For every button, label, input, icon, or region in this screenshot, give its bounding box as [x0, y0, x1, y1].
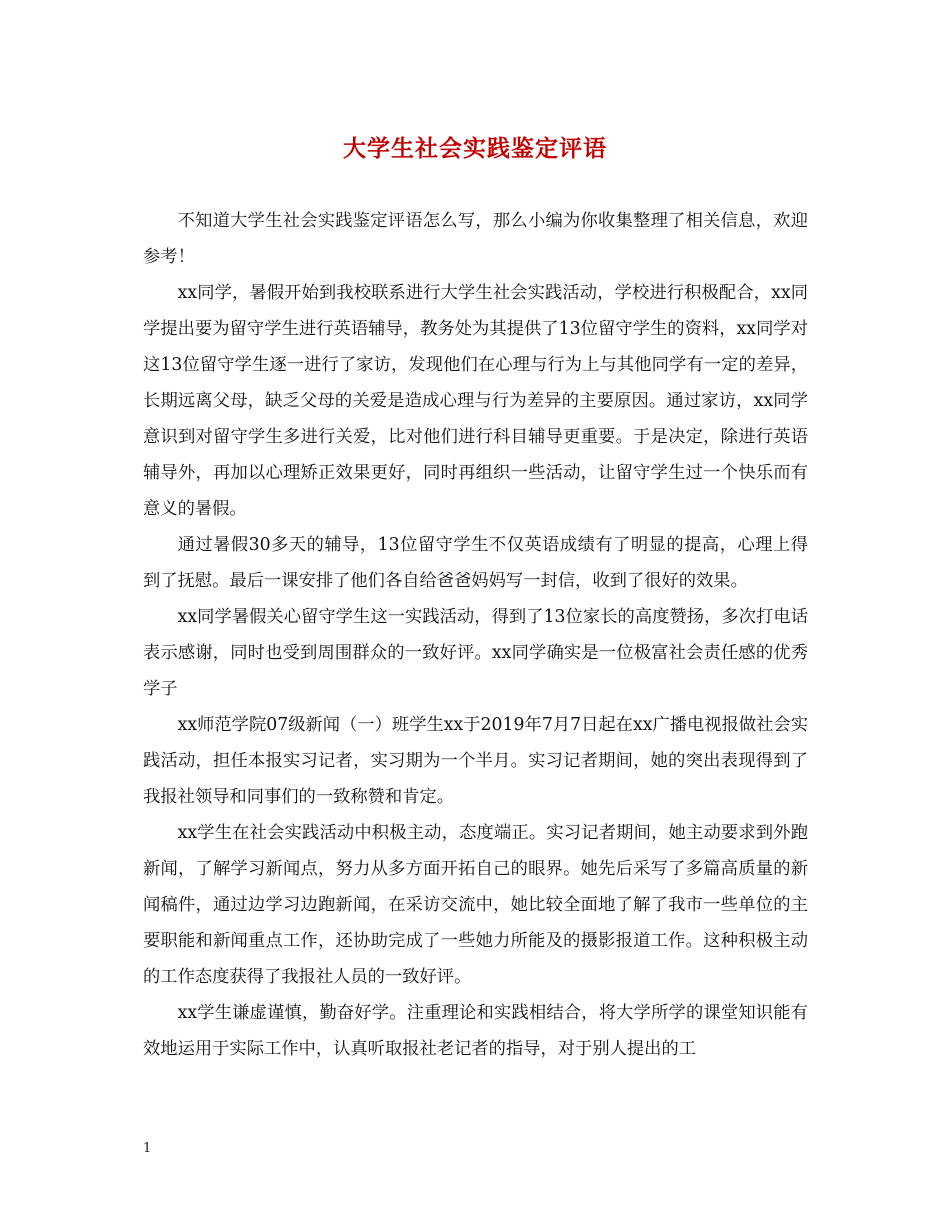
paragraph-internship-attitude: xx学生在社会实践活动中积极主动，态度端正。实习记者期间，她主动要求到外跑新闻，了解学习新闻点，努力从多方面开拓自己的眼界。她先后采写了多篇高质量的新闻稿件，通过边学习边跑新闻，在采访交流中，她比较全面地了解了我市一些单位的主要职能和新闻重点工作，还协助完成了一些她力所能及的摄影报道工作。这种积极主动的工作态度获得了我报社人员的一致好评。	[143, 823, 808, 987]
document-title: 大学生社会实践鉴定评语	[343, 135, 607, 162]
paragraph-praise: xx同学暑假关心留守学生这一实践活动，得到了13位家长的高度赞扬，多次打电话表示感谢，同时也受到周围群众的一致好评。xx同学确实是一位极富社会责任感的优秀学子	[143, 607, 808, 699]
paragraph-intro: 不知道大学生社会实践鉴定评语怎么写，那么小编为你收集整理了相关信息，欢迎参考！	[143, 211, 808, 267]
paragraph-tutoring-results: 通过暑假30多天的辅导，13位留守学生不仅英语成绩有了明显的提高，心理上得到了抚慰。最后一课安排了他们各自给爸爸妈妈写一封信，收到了很好的效果。	[143, 535, 808, 591]
paragraph-internship-intro: xx师范学院07级新闻（一）班学生xx于2019年7月7日起在xx广播电视报做社会实践活动，担任本报实习记者，实习期为一个半月。实习记者期间，她的突出表现得到了我报社领导和同事们的一致称赞和肯定。	[143, 715, 808, 807]
page-number: 1	[143, 1141, 152, 1156]
document-body	[143, 203, 808, 1067]
paragraph-internship-study: xx学生谦虚谨慎，勤奋好学。注重理论和实践相结合，将大学所学的课堂知识能有效地运用于实际工作中，认真听取报社老记者的指导，对于别人提出的工	[143, 1003, 808, 1059]
paragraph-summer-tutoring: xx同学，暑假开始到我校联系进行大学生社会实践活动，学校进行积极配合，xx同学提出要为留守学生进行英语辅导，教务处为其提供了13位留守学生的资料，xx同学对这13位留守学生逐一进行了家访，发现他们在心理与行为上与其他同学有一定的差异，长期远离父母，缺乏父母的关爱是造成心理与行为差异的主要原因。通过家访，xx同学意识到对留守学生多进行关爱，比对他们进行科目辅导更重要。于是决定，除进行英语辅导外，再加以心理矫正效果更好，同时再组织一些活动，让留守学生过一个快乐而有意义的暑假。	[143, 283, 808, 519]
